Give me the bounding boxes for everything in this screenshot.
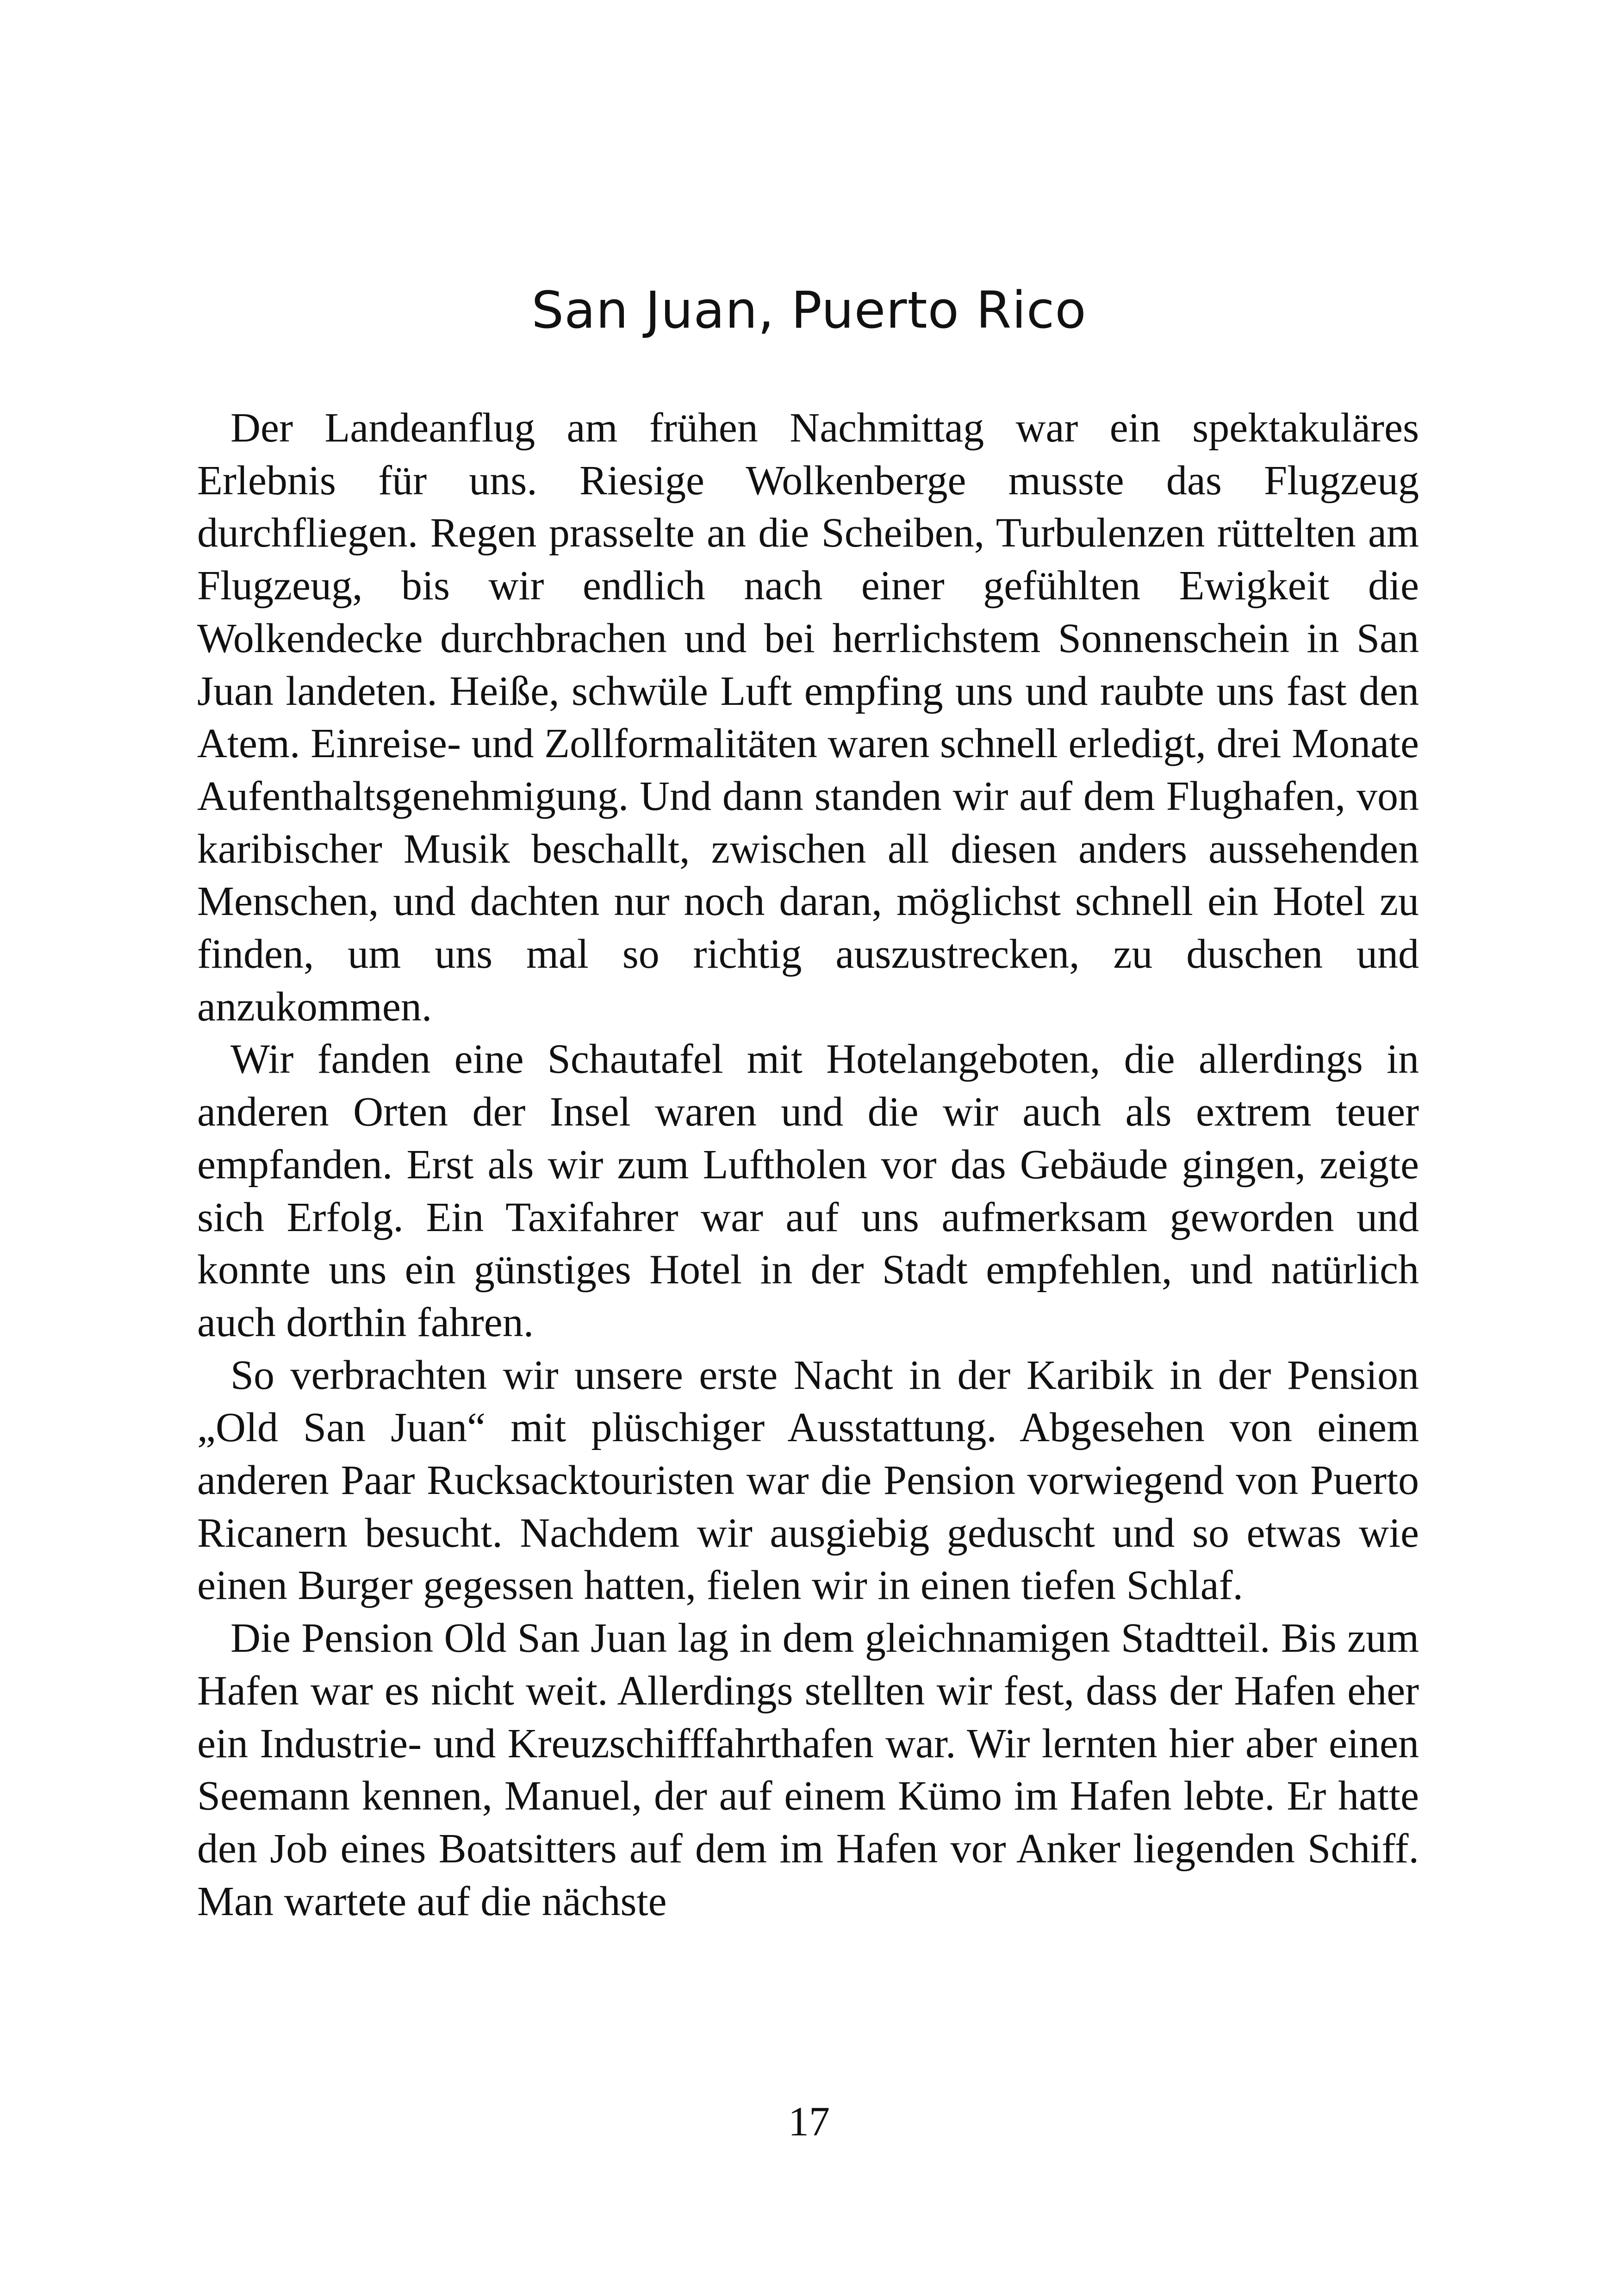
body-text <box>197 402 1419 1928</box>
paragraph-3: So verbrachten wir unsere erste Nacht in der Karibik in der Pension „Old San Juan“ mit plüschiger Ausstattung. Abgesehen von einem anderen Paar Rucksacktouristen war die Pension vorwiegend von Puerto Ricanern besucht. Nachdem wir ausgiebig geduscht und so etwas wie einen Burger gegessen hatten, fielen wir in einen tiefen Schlaf. <box>197 1352 1419 1609</box>
paragraph-1: Der Landeanflug am frühen Nachmittag war ein spektakuläres Erlebnis für uns. Riesige Wolkenberge musste das Flugzeug durchfliegen. Regen prasselte an die Scheiben, Turbulenzen rüttelten am Flugzeug, bis wir endlich nach einer gefühlten Ewigkeit die Wolkendecke durchbrachen und bei herrlichstem Sonnenschein in San Juan landeten. Heiße, schwüle Luft empfing uns und raubte uns fast den Atem. Einreise- und Zollformalitäten waren schnell erledigt, drei Monate Aufenthaltsgenehmigung. Und dann standen wir auf dem Flughafen, von karibischer Musik beschallt, zwischen all diesen anders aussehenden Menschen, und dachten nur noch daran, möglichst schnell ein Hotel zu finden, um uns mal so richtig auszustrecken, zu duschen und anzukommen. <box>197 405 1419 1030</box>
chapter-title: San Juan, Puerto Rico <box>531 280 1087 340</box>
paragraph-4: Die Pension Old San Juan lag in dem gleichnamigen Stadtteil. Bis zum Hafen war es nicht weit. Allerdings stellten wir fest, dass der Hafen eher ein Industrie- und Kreuzschifffahrthafen war. Wir lernten hier aber einen Seemann kennen, Manuel, der auf einem Kümo im Hafen lebte. Er hatte den Job eines Boatsitters auf dem im Hafen vor Anker liegenden Schiff. Man wartete auf die nächste <box>197 1615 1419 1924</box>
page-number: 17 <box>788 2099 830 2145</box>
paragraph-2: Wir fanden eine Schautafel mit Hotelangeboten, die allerdings in anderen Orten der Insel waren und die wir auch als extrem teuer empfanden. Erst als wir zum Luftholen vor das Gebäude gingen, zeigte sich Erfolg. Ein Taxifahrer war auf uns aufmerksam geworden und konnte uns ein günstiges Hotel in der Stadt empfehlen, und natürlich auch dorthin fahren. <box>197 1036 1419 1345</box>
